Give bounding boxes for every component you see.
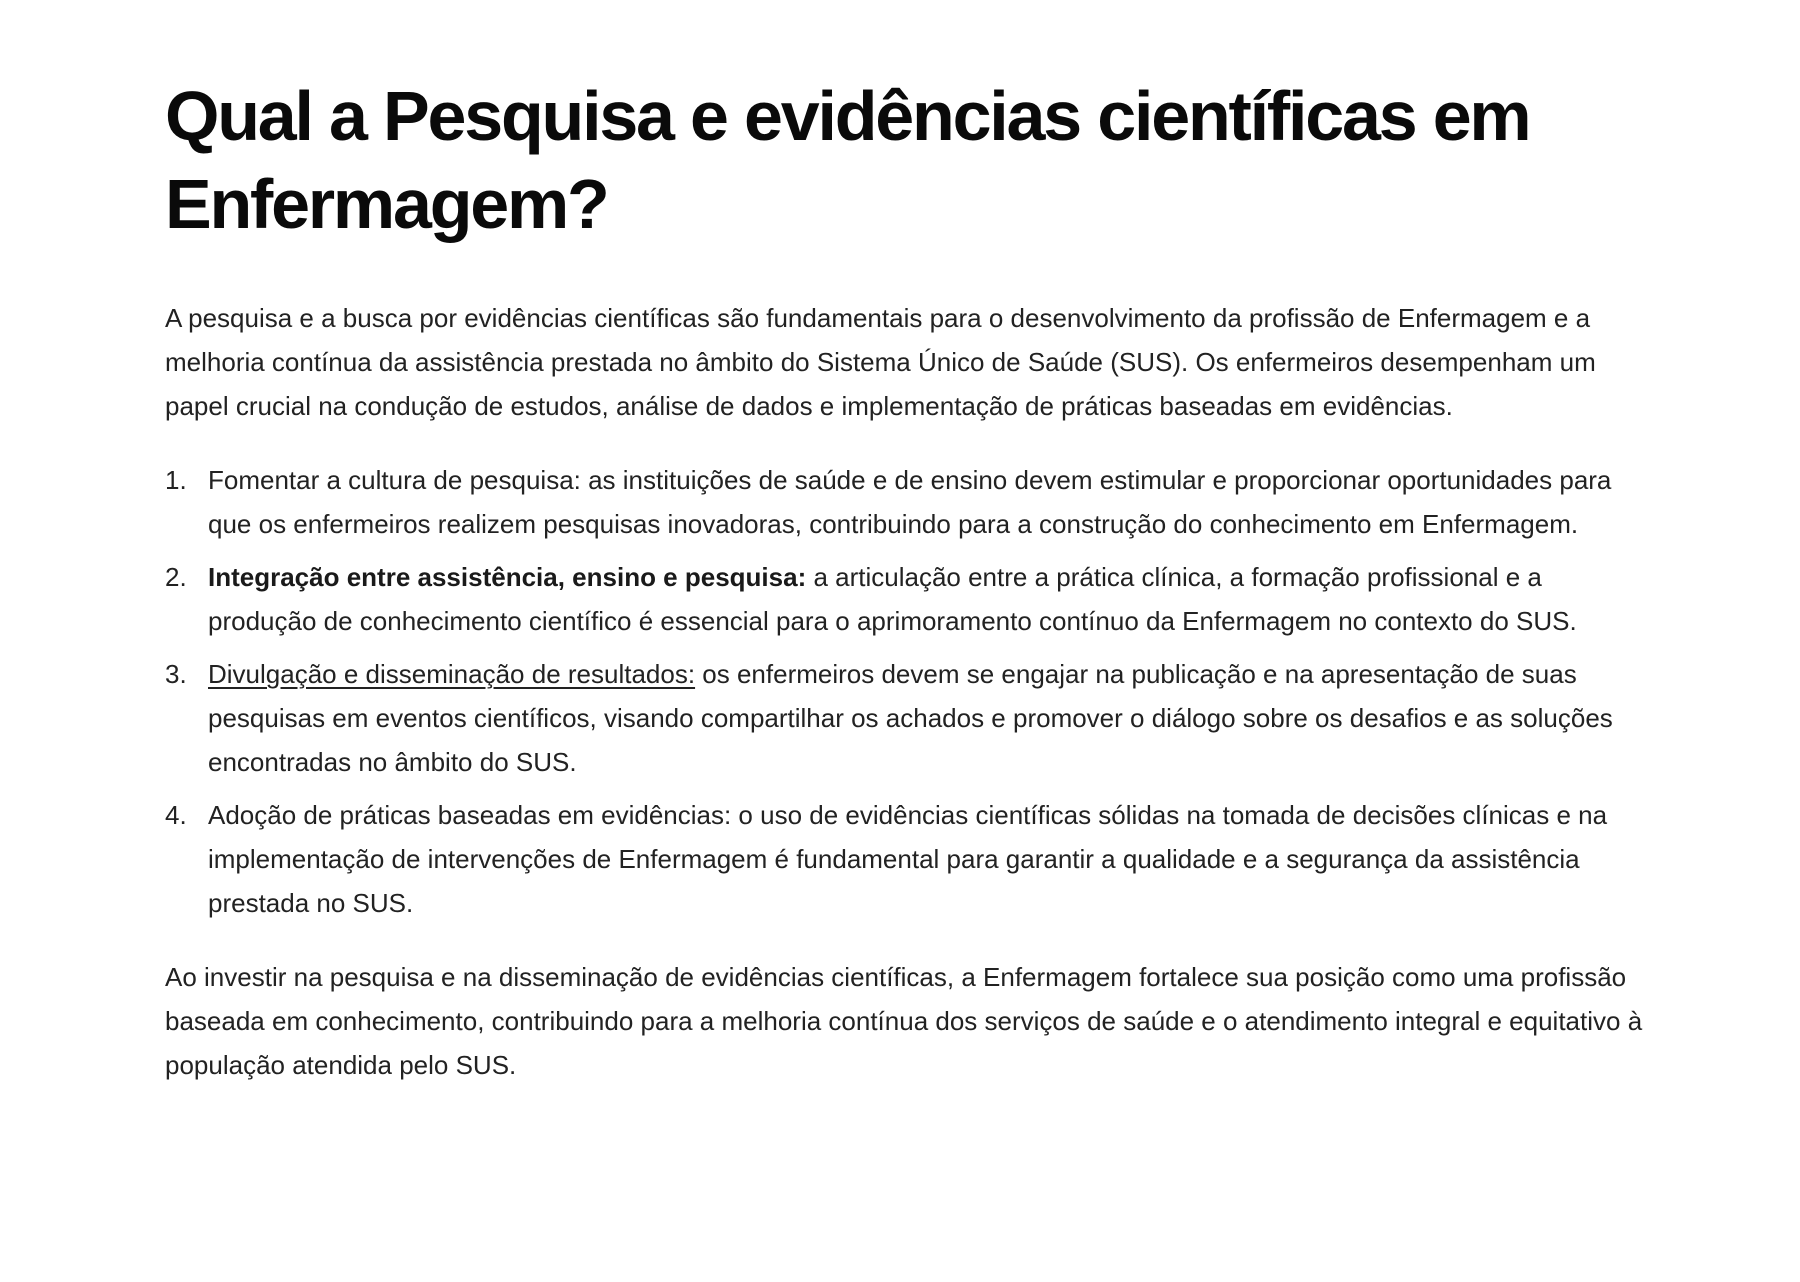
- list-item-underlined-lead: Divulgação e disseminação de resultados:: [208, 659, 696, 689]
- numbered-list: [165, 458, 1655, 925]
- list-item: [165, 652, 1655, 784]
- list-item: [165, 555, 1655, 643]
- intro-paragraph: A pesquisa e a busca por evidências científicas são fundamentais para o desenvolvimento da profissão de Enfermagem e a melhoria contínua da assistência prestada no âmbito do Sistema Único de Saúde (SUS). Os enfermeiros desempenham um papel crucial na condução de estudos, análise de dados e implementação de práticas baseadas em evidências.: [165, 303, 1596, 421]
- list-item-number: 1.: [165, 465, 187, 495]
- list-item-number: 4.: [165, 800, 187, 830]
- list-item-number: 3.: [165, 659, 187, 689]
- list-item-bold-lead: Integração entre assistência, ensino e pesquisa:: [208, 562, 807, 592]
- article: [165, 72, 1655, 1087]
- list-item-text: Fomentar a cultura de pesquisa: as instituições de saúde e de ensino devem estimular e proporcionar oportunidades para que os enfermeiros realizem pesquisas inovadoras, contribuindo para a construção do conhecimento em Enfermagem.: [208, 465, 1612, 539]
- list-item-text: a articulação entre a prática clínica, a formação profissional e a produção de conhecimento científico é essencial para o aprimoramento contínuo da Enfermagem no contexto do SUS.: [208, 562, 1577, 636]
- list-item-text: os enfermeiros devem se engajar na publicação e na apresentação de suas pesquisas em eventos científicos, visando compartilhar os achados e promover o diálogo sobre os desafios e as soluções encontradas no âmbito do SUS.: [208, 659, 1613, 777]
- list-item-number: 2.: [165, 562, 187, 592]
- closing-paragraph: Ao investir na pesquisa e na disseminação de evidências científicas, a Enfermagem fortalece sua posição como uma profissão baseada em conhecimento, contribuindo para a melhoria contínua dos serviços de saúde e o atendimento integral e equitativo à população atendida pelo SUS.: [165, 962, 1643, 1080]
- list-item: [165, 458, 1655, 546]
- page-title: Qual a Pesquisa e evidências científicas em Enfermagem?: [165, 77, 1530, 243]
- list-item-text: Adoção de práticas baseadas em evidências: o uso de evidências científicas sólidas na tomada de decisões clínicas e na implementação de intervenções de Enfermagem é fundamental para garantir a qualidade e a segurança da assistência prestada no SUS.: [208, 800, 1608, 918]
- list-item: [165, 793, 1655, 925]
